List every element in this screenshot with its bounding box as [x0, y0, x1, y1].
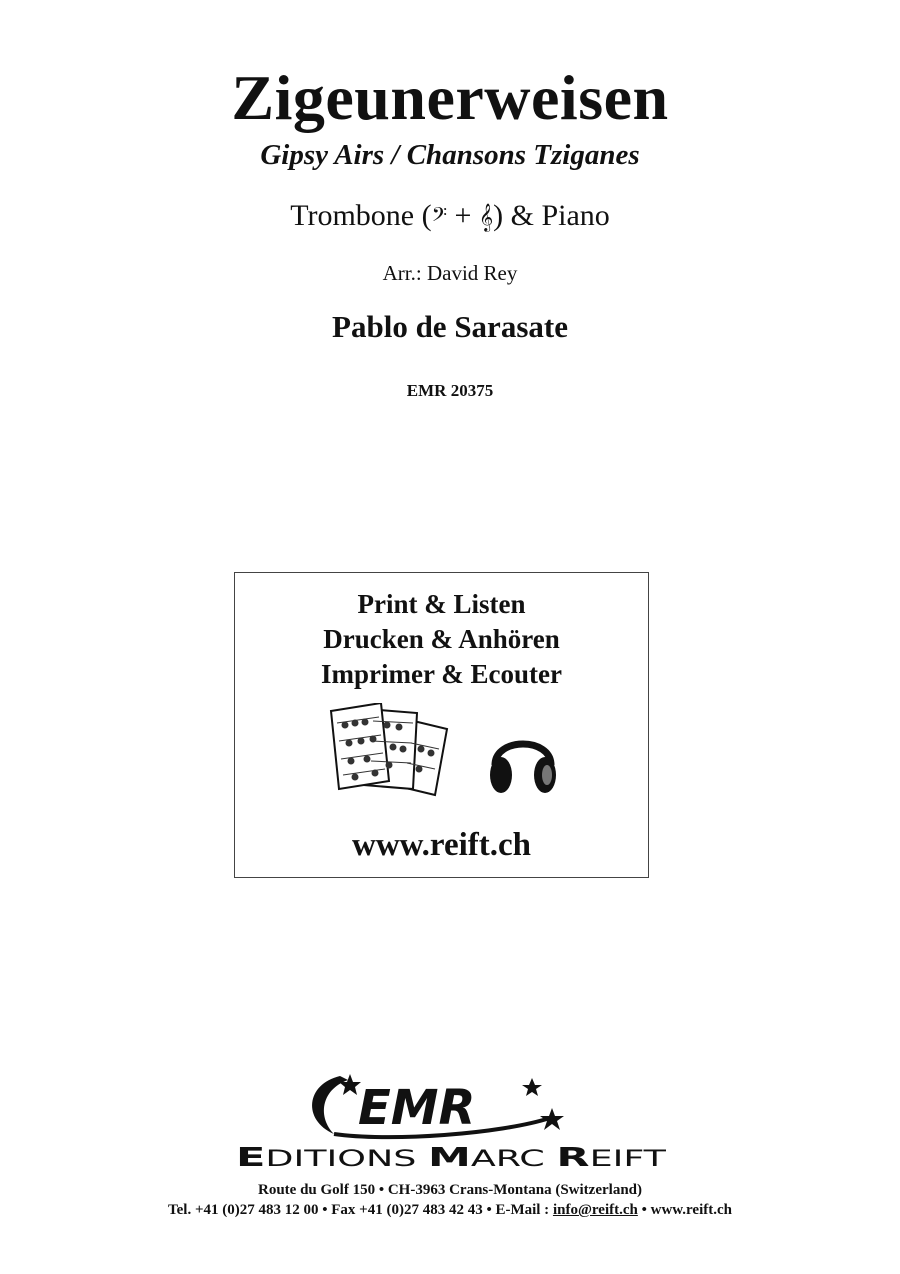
- promo-line-fr: Imprimer & Ecouter: [321, 659, 562, 689]
- publisher-name-rest-1: DITIONS: [265, 1147, 357, 1171]
- composer: Pablo de Sarasate: [332, 309, 568, 344]
- publisher-name-cap-1: E: [236, 1143, 254, 1171]
- bass-clef-icon: 𝄢: [431, 203, 448, 231]
- promo-url: www.reift.ch: [351, 827, 532, 863]
- instrumentation-suffix: ) & Piano: [493, 199, 610, 232]
- subtitle: Gipsy Airs / Chansons Tziganes: [260, 139, 640, 171]
- publisher-name-cap-3: R: [556, 1143, 577, 1171]
- publisher-name-rest-3: EIFT: [589, 1147, 636, 1171]
- emr-logo: [300, 1072, 580, 1140]
- contact-website: • www.reift.ch: [637, 1202, 732, 1218]
- publisher-contact: [0, 1200, 900, 1220]
- instrumentation-plus: +: [447, 199, 479, 232]
- instrumentation-prefix: Trombone (: [290, 199, 432, 232]
- email-link[interactable]: info@reift.ch: [552, 1202, 638, 1218]
- headphones-icon: [487, 723, 559, 799]
- publisher-name: [233, 1141, 669, 1171]
- promo-line-de: Drucken & Anhören: [323, 624, 560, 654]
- promo-text: [235, 587, 648, 692]
- print-listen-box: [234, 572, 649, 878]
- contact-phone-fax: Tel. +41 (0)27 483 12 00 • Fax +41 (0)27 483 42 43 • E-Mail :: [168, 1202, 553, 1218]
- catalog-number: EMR 20375: [406, 381, 494, 400]
- sheet-music-icon: [327, 703, 457, 798]
- logo-letters: EMR: [358, 1080, 476, 1136]
- promo-line-en: Print & Listen: [357, 589, 526, 619]
- publisher-name-rest-2: ARC: [470, 1147, 516, 1171]
- publisher-address: Route du Golf 150 • CH-3963 Crans-Montana (Switzerland): [258, 1182, 642, 1198]
- publisher-name-cap-2: M: [427, 1143, 454, 1171]
- arranger: Arr.: David Rey: [382, 261, 518, 285]
- page-title: Zigeunerweisen: [231, 62, 669, 133]
- treble-clef-icon: 𝄞: [478, 203, 494, 231]
- instrumentation: [0, 196, 900, 237]
- svg-text:EDITIONS MARC REIFT: [236, 1143, 667, 1171]
